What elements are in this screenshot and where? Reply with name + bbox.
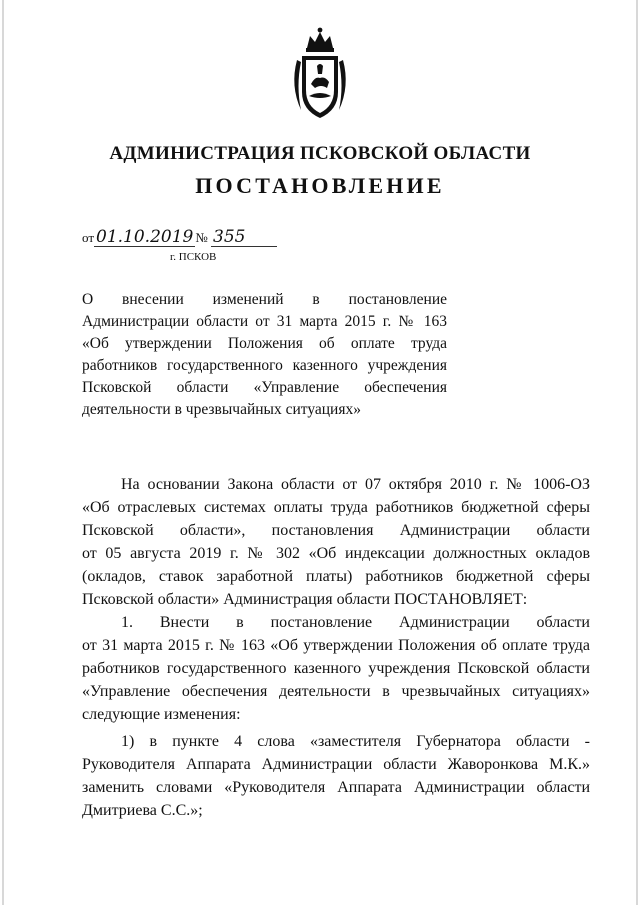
subject-line: Администрации области от 31 марта 2015 г. № 163 [82, 313, 447, 330]
date-number-line [82, 228, 277, 247]
body-line: «Об отраслевых системах оплаты труда работников бюджетной сферы [82, 499, 590, 516]
body-line: Псковской области», постановления Администрации области [82, 522, 590, 539]
body-line: 1. Внести в постановление Администрации области [121, 614, 590, 631]
body-line: работников государственного казенного учреждения Псковской области [82, 660, 590, 677]
coat-of-arms-icon [287, 26, 353, 122]
body-line: Псковской области» Администрация области ПОСТАНОВЛЯЕТ: [82, 591, 528, 608]
body-line: (окладов, ставок заработной платы) работников бюджетной сферы [82, 568, 590, 585]
subject-line: работников государственного казенного учреждения [82, 357, 447, 374]
document-body [82, 473, 590, 822]
subject-line: «Об утверждении Положения об оплате труда [82, 335, 447, 352]
number-prefix: № [195, 230, 208, 245]
body-line: Руководителя Аппарата Администрации области Жаворонкова М.К.» [82, 756, 590, 773]
handwritten-date: 01.10.2019 [96, 227, 194, 247]
body-line: Дмитриева С.С.»; [82, 802, 203, 819]
subject-line: Псковской области «Управление обеспечения [82, 379, 447, 396]
body-line: заменить словами «Руководителя Аппарата Администрации области [82, 779, 590, 796]
document-type-title: ПОСТАНОВЛЕНИЕ [195, 173, 445, 198]
body-line: следующие изменения: [82, 706, 241, 723]
subject-line: О внесении изменений в постановление [82, 291, 447, 308]
body-line: от 05 августа 2019 г. № 302 «Об индексации должностных окладов [82, 545, 590, 562]
subject-line: деятельности в чрезвычайных ситуациях» [82, 401, 361, 418]
document-subject [82, 289, 447, 421]
body-line: На основании Закона области от 07 октября 2010 г. № 1006-ОЗ [121, 476, 590, 493]
scan-edge-right [636, 0, 638, 905]
handwritten-number: 355 [211, 228, 277, 247]
body-line: от 31 марта 2015 г. № 163 «Об утверждении Положения об оплате труда [82, 637, 590, 654]
scan-edge-left [2, 0, 4, 905]
body-line: 1) в пункте 4 слова «заместителя Губернатора области - [121, 733, 590, 750]
date-prefix: от [82, 230, 95, 245]
city-label: г. ПСКОВ [170, 251, 217, 263]
organization-title: АДМИНИСТРАЦИЯ ПСКОВСКОЙ ОБЛАСТИ [109, 143, 531, 164]
body-line: «Управление обеспечения деятельности в чрезвычайных ситуациях» [82, 683, 590, 700]
